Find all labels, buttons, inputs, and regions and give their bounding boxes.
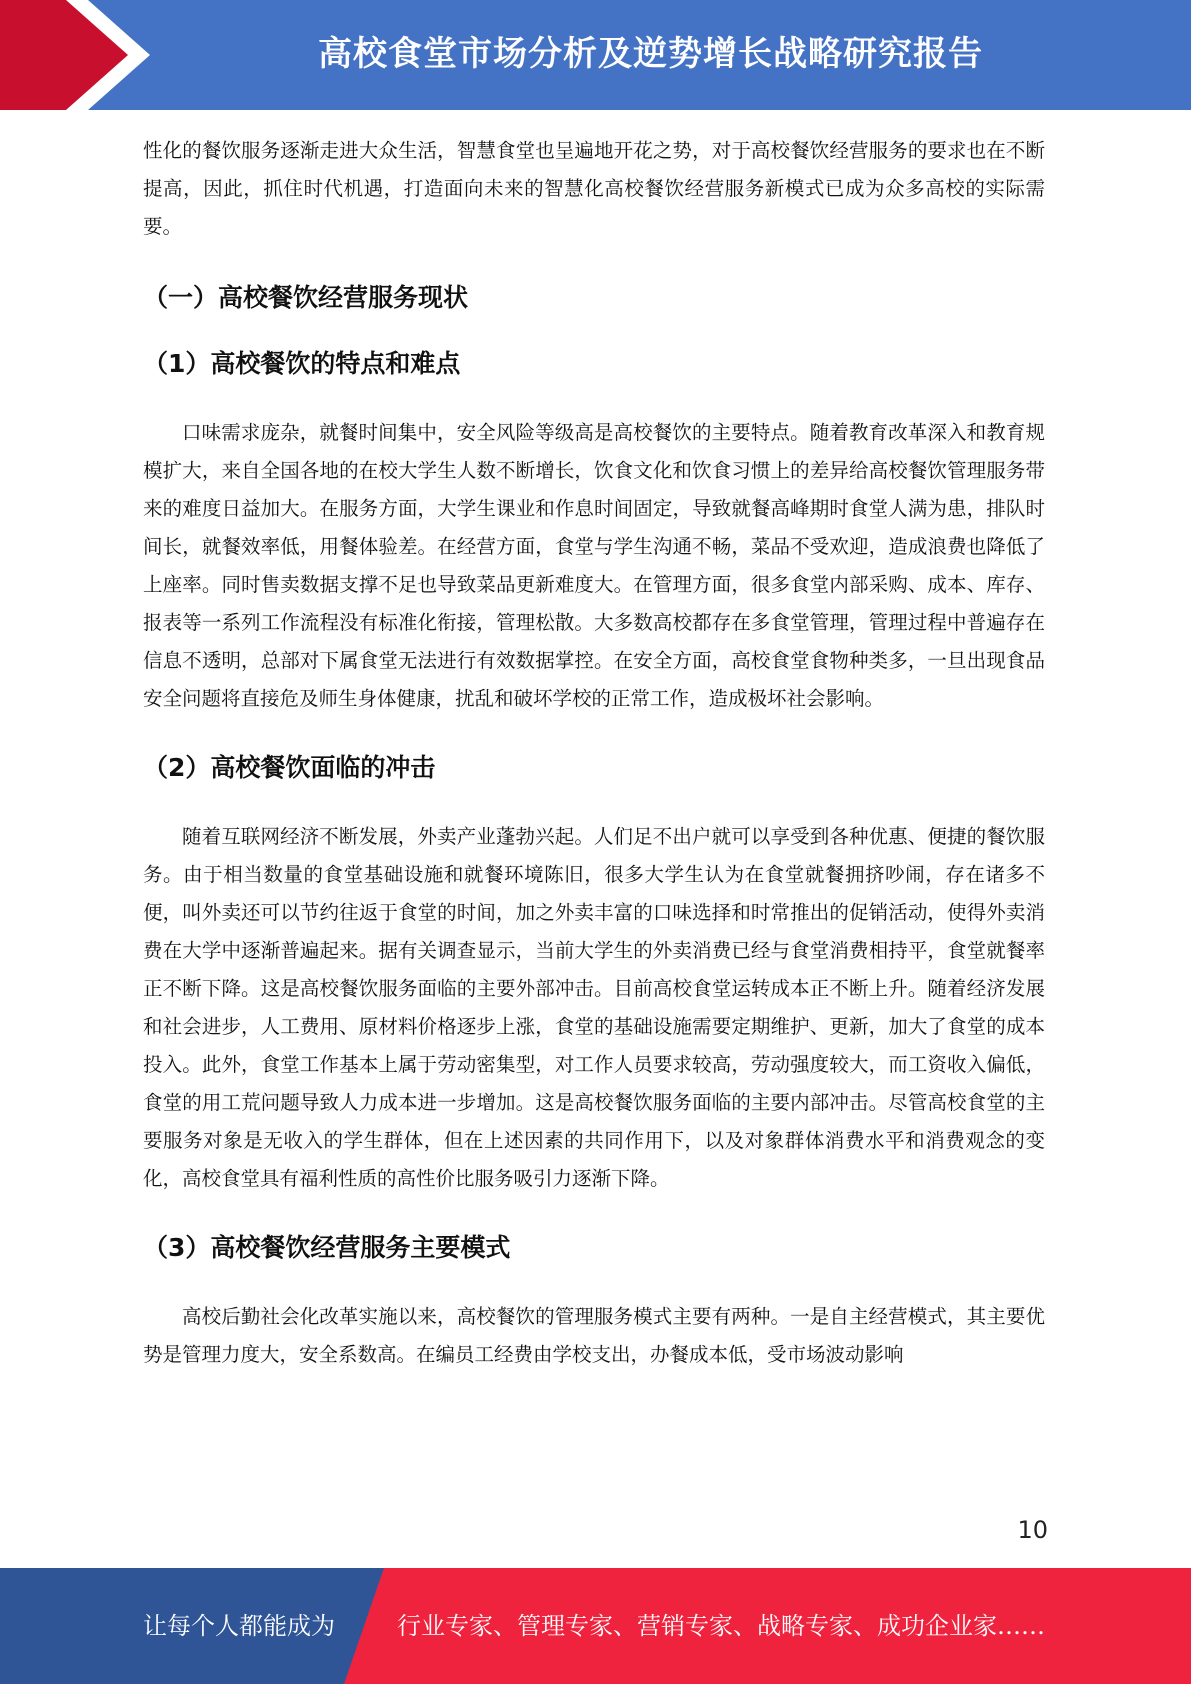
page-header xyxy=(0,0,1191,110)
header-arrow-decoration xyxy=(0,0,160,110)
subsection-paragraph-2: 随着互联网经济不断发展，外卖产业蓬勃兴起。人们足不出户就可以享受到各种优惠、便捷的餐饮服务。由于相当数量的食堂基础设施和就餐环境陈旧，很多大学生认为在食堂就餐拥挤吵闹，存在诸多不便，叫外卖还可以节约往返于食堂的时间，加之外卖丰富的口味选择和时常推出的促销活动，使得外卖消费在大学中逐渐普遍起来。据有关调查显示，当前大学生的外卖消费已经与食堂消费相持平，食堂就餐率正不断下降。这是高校餐饮服务面临的主要外部冲击。目前高校食堂运转成本正不断上升。随着经济发展和社会进步，人工费用、原材料价格逐步上涨，食堂的基础设施需要定期维护、更新，加大了食堂的成本投入。此外，食堂工作基本上属于劳动密集型，对工作人员要求较高，劳动强度较大，而工资收入偏低，食堂的用工荒问题导致人力成本进一步增加。这是高校餐饮服务面临的主要内部冲击。尽管高校食堂的主要服务对象是无收入的学生群体，但在上述因素的共同作用下，以及对象群体消费水平和消费观念的变化，高校食堂具有福利性质的高性价比服务吸引力逐渐下降。 xyxy=(143,825,1045,1190)
footer-slogan-left: 让每个人都能成为 xyxy=(143,1612,335,1640)
section-heading: （一）高校餐饮经营服务现状 xyxy=(143,283,469,312)
subsection-heading-1: （1）高校餐饮的特点和难点 xyxy=(143,349,461,378)
page-content xyxy=(143,132,1045,1374)
page-footer xyxy=(0,1568,1191,1684)
subsection-heading-3: （3）高校餐饮经营服务主要模式 xyxy=(143,1233,511,1262)
intro-paragraph: 性化的餐饮服务逐渐走进大众生活，智慧食堂也呈遍地开花之势，对于高校餐饮经营服务的要求也在不断提高，因此，抓住时代机遇，打造面向未来的智慧化高校餐饮经营服务新模式已成为众多高校的实际需要。 xyxy=(143,139,1045,238)
footer-slogan-right: 行业专家、管理专家、营销专家、战略专家、成功企业家…… xyxy=(397,1612,1045,1640)
page-number: 10 xyxy=(1017,1516,1048,1544)
subsection-paragraph-1: 口味需求庞杂，就餐时间集中，安全风险等级高是高校餐饮的主要特点。随着教育改革深入和教育规模扩大，来自全国各地的在校大学生人数不断增长，饮食文化和饮食习惯上的差异给高校餐饮管理服务带来的难度日益加大。在服务方面，大学生课业和作息时间固定，导致就餐高峰期时食堂人满为患，排队时间长，就餐效率低，用餐体验差。在经营方面，食堂与学生沟通不畅，菜品不受欢迎，造成浪费也降低了上座率。同时售卖数据支撑不足也导致菜品更新难度大。在管理方面，很多食堂内部采购、成本、库存、报表等一系列工作流程没有标准化衔接，管理松散。大多数高校都存在多食堂管理，管理过程中普遍存在信息不透明，总部对下属食堂无法进行有效数据掌控。在安全方面，高校食堂食物种类多，一旦出现食品安全问题将直接危及师生身体健康，扰乱和破坏学校的正常工作，造成极坏社会影响。 xyxy=(143,421,1045,710)
subsection-heading-2: （2）高校餐饮面临的冲击 xyxy=(143,753,436,782)
subsection-paragraph-3: 高校后勤社会化改革实施以来，高校餐饮的管理服务模式主要有两种。一是自主经营模式，其主要优势是管理力度大，安全系数高。在编员工经费由学校支出，办餐成本低，受市场波动影响 xyxy=(143,1305,1045,1366)
report-title: 高校食堂市场分析及逆势增长战略研究报告 xyxy=(318,34,983,74)
